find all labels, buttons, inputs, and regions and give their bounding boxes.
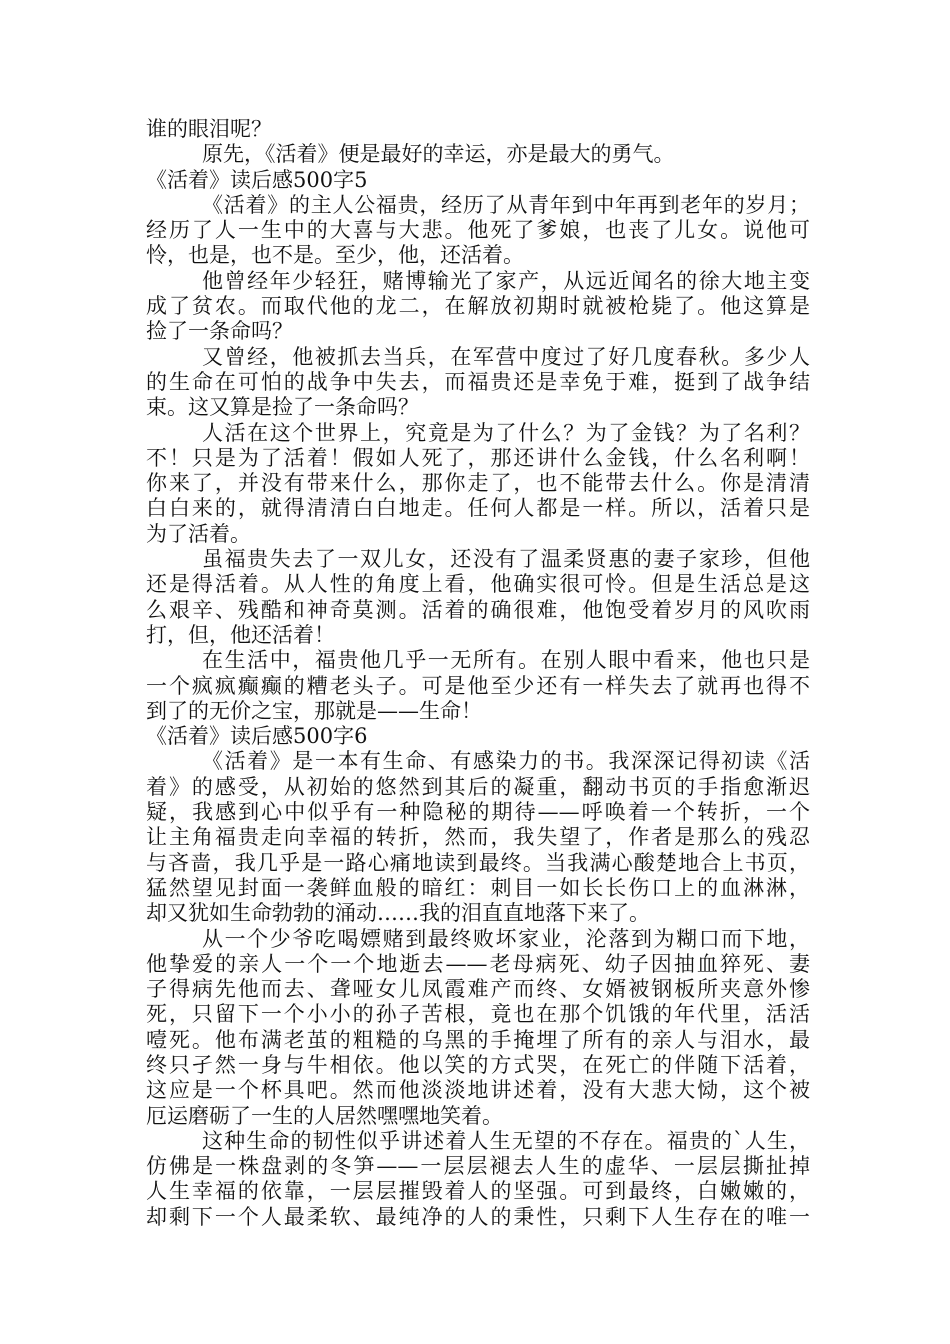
- text-line: 成了贫农。而取代他的龙二，在解放初期时就被枪毙了。他这算是: [146, 294, 810, 319]
- text-line: 让主角福贵走向幸福的转折，然而，我失望了，作者是那么的残忍: [146, 825, 810, 850]
- text-line: 怜，也是，也不是。至少，他，还活着。: [146, 243, 524, 268]
- paragraph-first-line: 这种生命的韧性似乎讲述着人生无望的不存在。福贵的`人生，: [202, 1128, 810, 1153]
- text-line: 却剩下一个人最柔软、最纯净的人的秉性，只剩下人生存在的唯一: [146, 1204, 810, 1229]
- text-line: 为了活着。: [146, 521, 251, 546]
- text-line: 束。这又算是捡了一条命吗？: [146, 395, 419, 420]
- text-line: 子得病先他而去、聋哑女儿凤霞难产而终、女婿被钢板所夹意外惨: [146, 977, 810, 1002]
- section-heading: 《活着》读后感500字5: [146, 167, 368, 192]
- text-line: 的生命在可怕的战争中失去，而福贵还是幸免于难，挺到了战争结: [146, 369, 810, 394]
- section-heading: 《活着》读后感500字6: [146, 724, 368, 749]
- document-body: [146, 117, 810, 1230]
- text-line: 你来了，并没有带来什么，那你走了，也不能带去什么。你是清清: [146, 471, 810, 496]
- text-line: 猛然望见封面一袭鲜血般的暗红：刺目一如长长伤口上的血淋淋，: [146, 875, 810, 900]
- paragraph-first-line: 《活着》是一本有生命、有感染力的书。我深深记得初读《活: [202, 749, 810, 774]
- text-line: 仿佛是一株盘剥的冬笋——一层层褪去人生的虚华、一层层撕扯掉: [146, 1154, 810, 1179]
- text-line: 一个疯疯癫癫的糟老头子。可是他至少还有一样失去了就再也得不: [146, 673, 810, 698]
- text-line: 不！只是为了活着！假如人死了，那还讲什么金钱，什么名利啊！: [146, 445, 810, 470]
- paragraph-first-line: 在生活中，福贵他几乎一无所有。在别人眼中看来，他也只是: [202, 648, 810, 673]
- text-line: 噎死。他布满老茧的粗糙的乌黑的手掩埋了所有的亲人与泪水，最: [146, 1027, 810, 1052]
- text-line: 死，只留下一个小小的孙子苦根，竟也在那个饥饿的年代里，活活: [146, 1002, 810, 1027]
- text-line: 这应是一个杯具吧。然而他淡淡地讲述着，没有大悲大恸，这个被: [146, 1078, 810, 1103]
- paragraph-first-line: 又曾经，他被抓去当兵，在军营中度过了好几度春秋。多少人: [202, 344, 810, 369]
- paragraph-first-line: 《活着》的主人公福贵，经历了从青年到中年再到老年的岁月；: [202, 192, 810, 217]
- text-line: 终只孑然一身与牛相依。他以笑的方式哭，在死亡的伴随下活着，: [146, 1052, 810, 1077]
- text-line: 捡了一条命吗？: [146, 319, 293, 344]
- paragraph-first-line: 他曾经年少轻狂，赌博输光了家产，从远近闻名的徐大地主变: [202, 268, 810, 293]
- text-line: 厄运磨砺了一生的人居然嘿嘿地笑着。: [146, 1103, 503, 1128]
- paragraph-first-line: 从一个少爷吃喝嫖赌到最终败坏家业，沦落到为糊口而下地，: [202, 926, 810, 951]
- paragraph-first-line: 虽福贵失去了一双儿女，还没有了温柔贤惠的妻子家珍，但他: [202, 547, 810, 572]
- text-line: 白白来的，就得清清白白地走。任何人都是一样。所以，活着只是: [146, 496, 810, 521]
- text-line: 却又犹如生命勃勃的涌动……我的泪直直地落下来了。: [146, 901, 650, 926]
- text-line: 人生幸福的依靠，一层层摧毁着人的坚强。可到最终，白嫩嫩的，: [146, 1179, 810, 1204]
- text-line: 谁的眼泪呢？: [146, 117, 272, 141]
- text-line: 疑，我感到心中似乎有一种隐秘的期待——呼唤着一个转折，一个: [146, 800, 810, 825]
- text-line: 到了的无价之宝，那就是——生命！: [146, 698, 482, 723]
- text-line: 着》的感受，从初始的悠然到其后的凝重，翻动书页的手指愈渐迟: [146, 774, 810, 799]
- text-line: 还是得活着。从人性的角度上看，他确实很可怜。但是生活总是这: [146, 572, 810, 597]
- text-line: 经历了人一生中的大喜与大悲。他死了爹娘，也丧了儿女。说他可: [146, 218, 810, 243]
- paragraph-first-line: 人活在这个世界上，究竟是为了什么？为了金钱？为了名利？: [202, 420, 810, 445]
- text-line: 他挚爱的亲人一个一个地逝去——老母病死、幼子因抽血猝死、妻: [146, 951, 810, 976]
- paragraph-first-line: 原先，《活着》便是最好的幸运，亦是最大的勇气。: [202, 142, 675, 167]
- text-line: 么艰辛、残酷和神奇莫测。活着的确很难，他饱受着岁月的风吹雨: [146, 597, 810, 622]
- text-line: 与吝啬，我几乎是一路心痛地读到最终。当我满心酸楚地合上书页，: [146, 850, 810, 875]
- text-line: 打，但，他还活着！: [146, 622, 335, 647]
